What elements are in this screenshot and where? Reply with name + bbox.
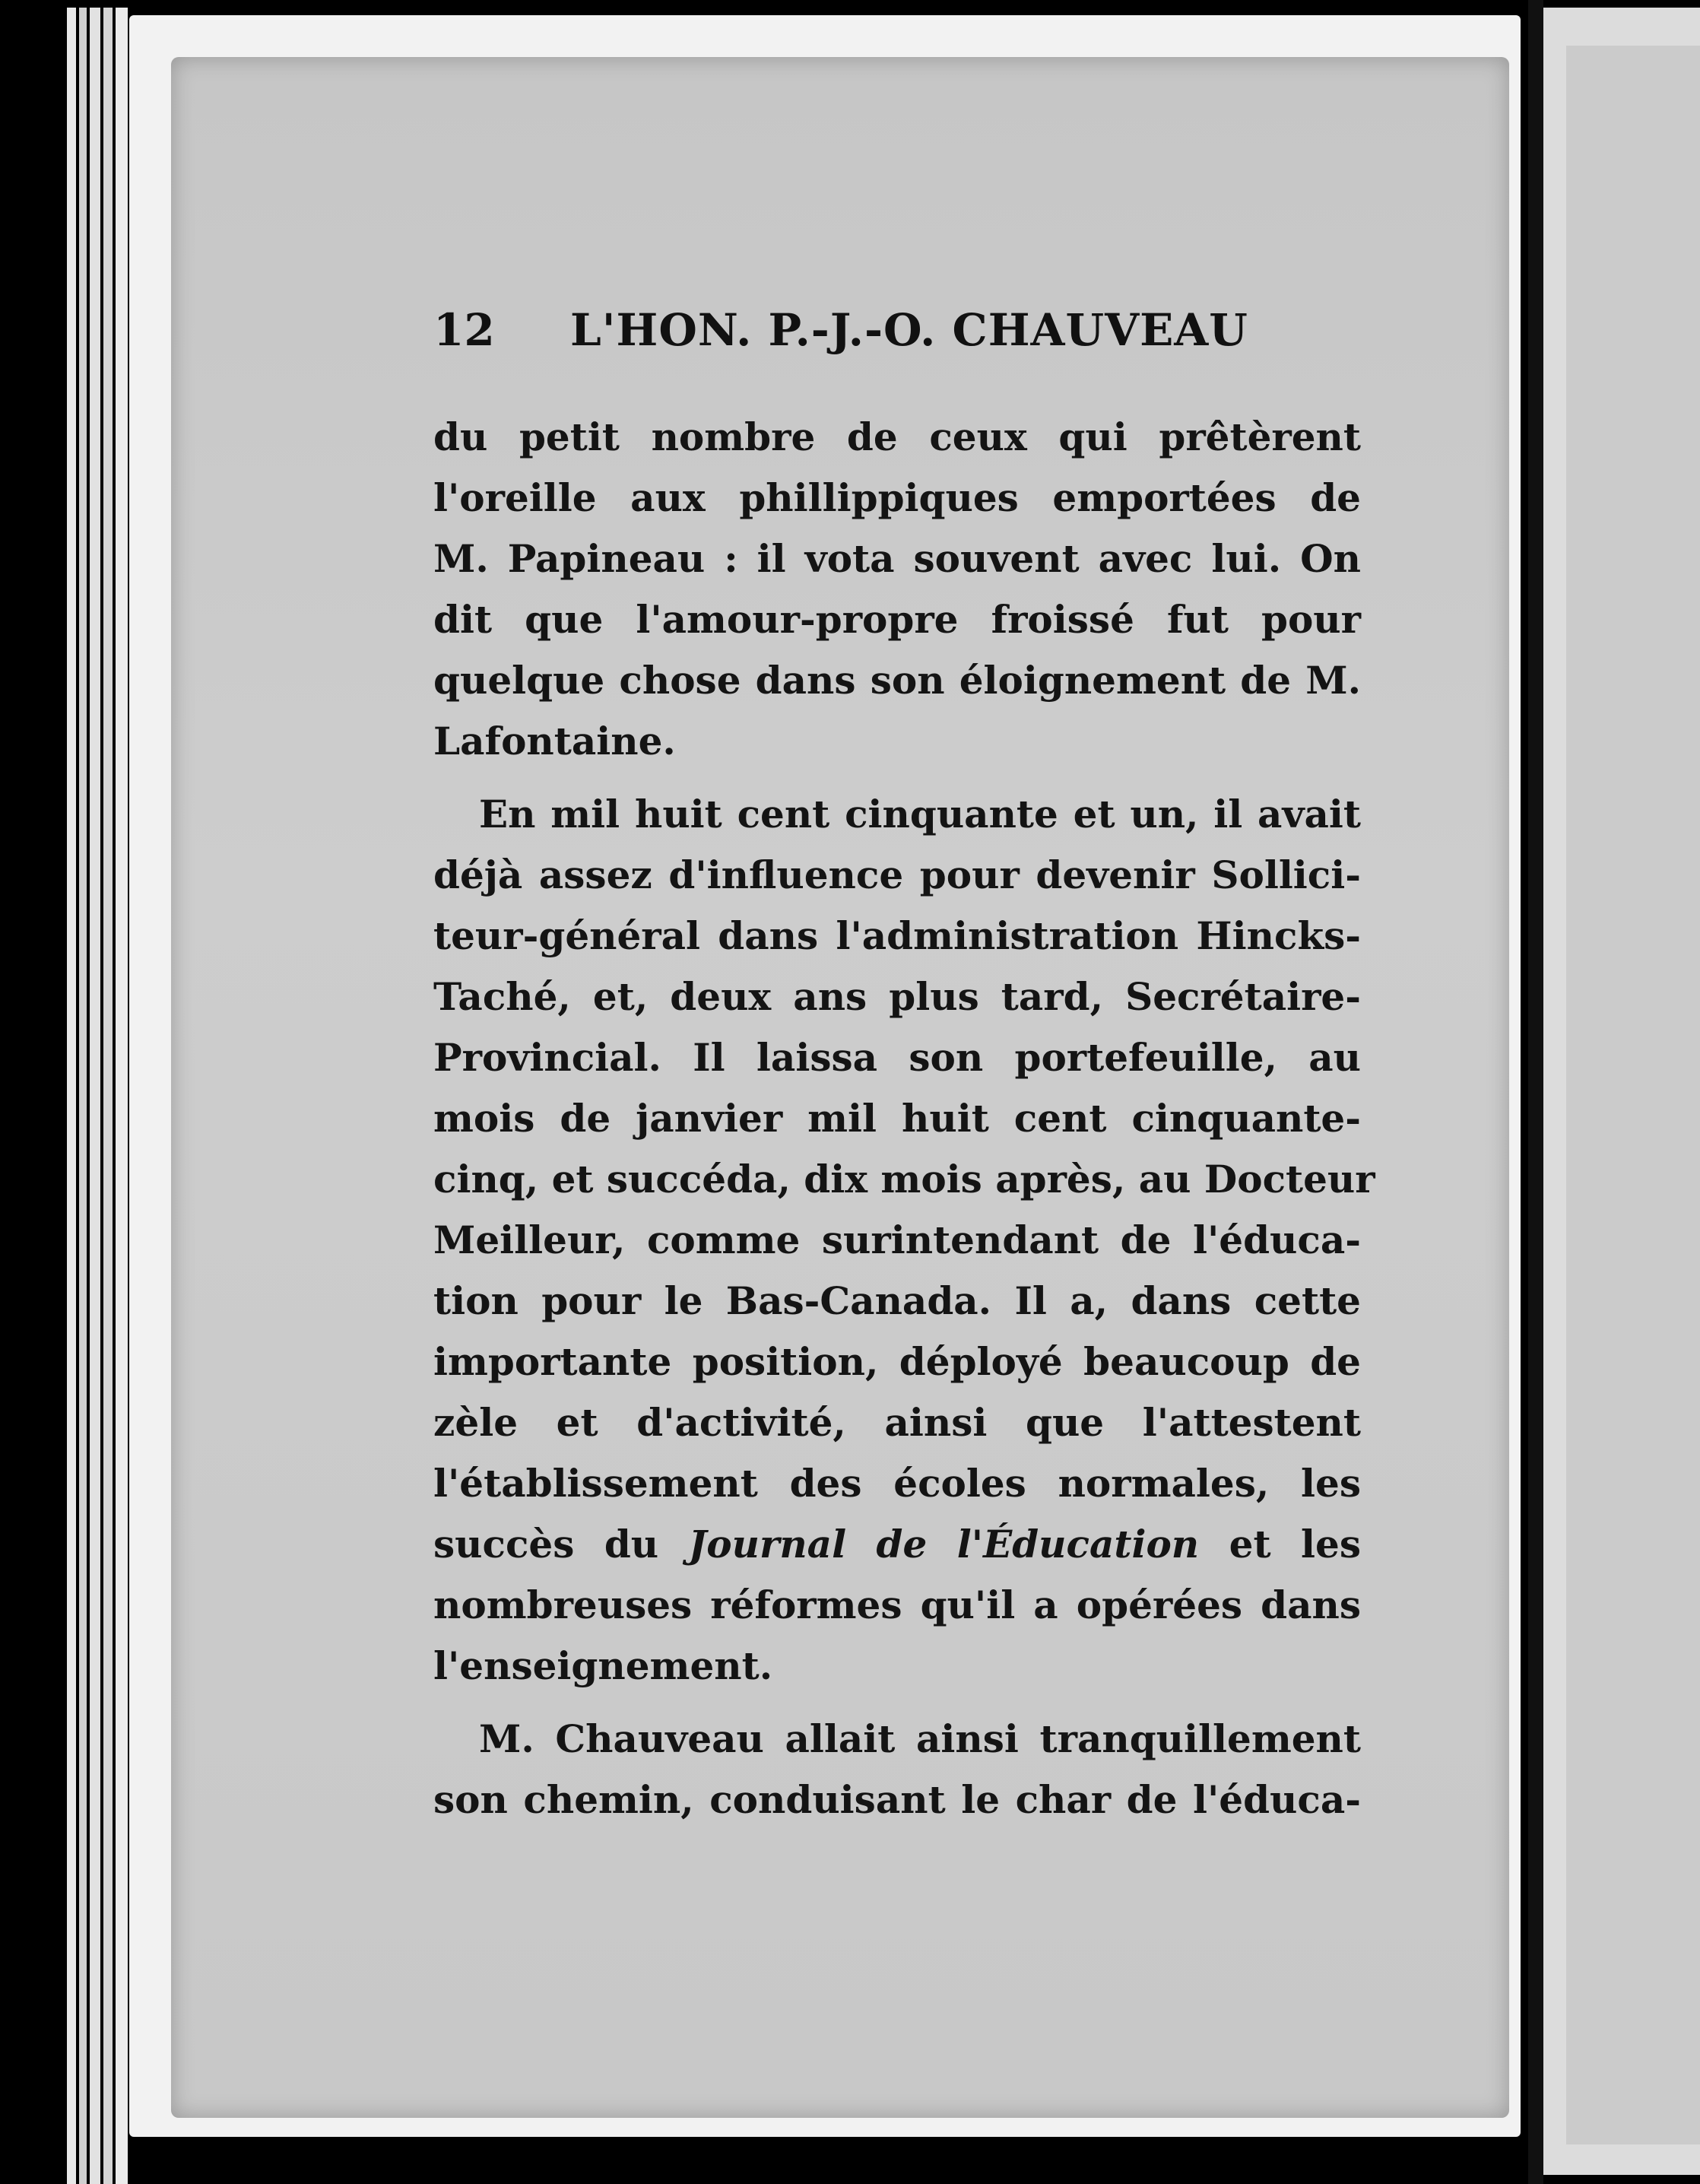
adjacent-page — [1543, 8, 1700, 2175]
text-line: Lafontaine. — [433, 719, 676, 763]
text-fragment: succès du — [433, 1522, 689, 1567]
page-edge — [116, 8, 128, 2184]
text-line — [433, 1514, 1361, 1575]
page-number: 12 — [433, 304, 495, 356]
text-line: En mil huit cent cinquante et un, il avait — [479, 792, 1361, 836]
text-line: Provincial. Il laissa son portefeuille, au — [433, 1035, 1361, 1080]
text-line: tion pour le Bas-Canada. Il a, dans cette — [433, 1278, 1361, 1323]
text-line: M. Chauveau allait ainsi tranquillement — [479, 1716, 1361, 1761]
running-title: L'HON. P.-J.-O. CHAUVEAU — [570, 304, 1248, 356]
text-line: M. Papineau : il vota souvent avec lui. On — [433, 536, 1361, 581]
text-line: son chemin, conduisant le char de l'éduca- — [433, 1777, 1361, 1822]
text-line: zèle et d'activité, ainsi que l'attestent — [433, 1400, 1361, 1445]
text-line: mois de janvier mil huit cent cinquante- — [433, 1096, 1361, 1141]
text-line: importante position, déployé beaucoup de — [433, 1339, 1361, 1384]
book-gutter — [1528, 0, 1543, 2184]
page-edge — [67, 8, 76, 2184]
text-line: dit que l'amour-propre froissé fut pour — [433, 597, 1361, 642]
text-line: du petit nombre de ceux qui prêtèrent — [433, 414, 1361, 459]
running-head — [433, 304, 1369, 380]
text-line: cinq, et succéda, dix mois après, au Docteur — [433, 1157, 1375, 1202]
text-line: l'enseignement. — [433, 1643, 773, 1688]
page-edge — [90, 8, 100, 2184]
journal-title: Journal de l'Éducation — [688, 1522, 1200, 1567]
text-fragment: et les — [1199, 1522, 1361, 1567]
body-text — [433, 407, 1375, 1830]
text-line: Taché, et, deux ans plus tard, Secrétaire- — [433, 974, 1361, 1019]
text-line: l'établissement des écoles normales, les — [433, 1461, 1361, 1506]
text-line: déjà assez d'influence pour devenir Sollici- — [433, 852, 1361, 897]
text-line: Meilleur, comme surintendant de l'éduca- — [433, 1217, 1361, 1262]
text-line: nombreuses réformes qu'il a opérées dans — [433, 1582, 1361, 1627]
text-line: teur-général dans l'administration Hincks- — [433, 913, 1361, 958]
text-line: quelque chose dans son éloignement de M. — [433, 658, 1361, 703]
page-edge — [79, 8, 87, 2184]
text-line: l'oreille aux phillippiques emportées de — [433, 475, 1361, 520]
page-edge — [103, 8, 113, 2184]
